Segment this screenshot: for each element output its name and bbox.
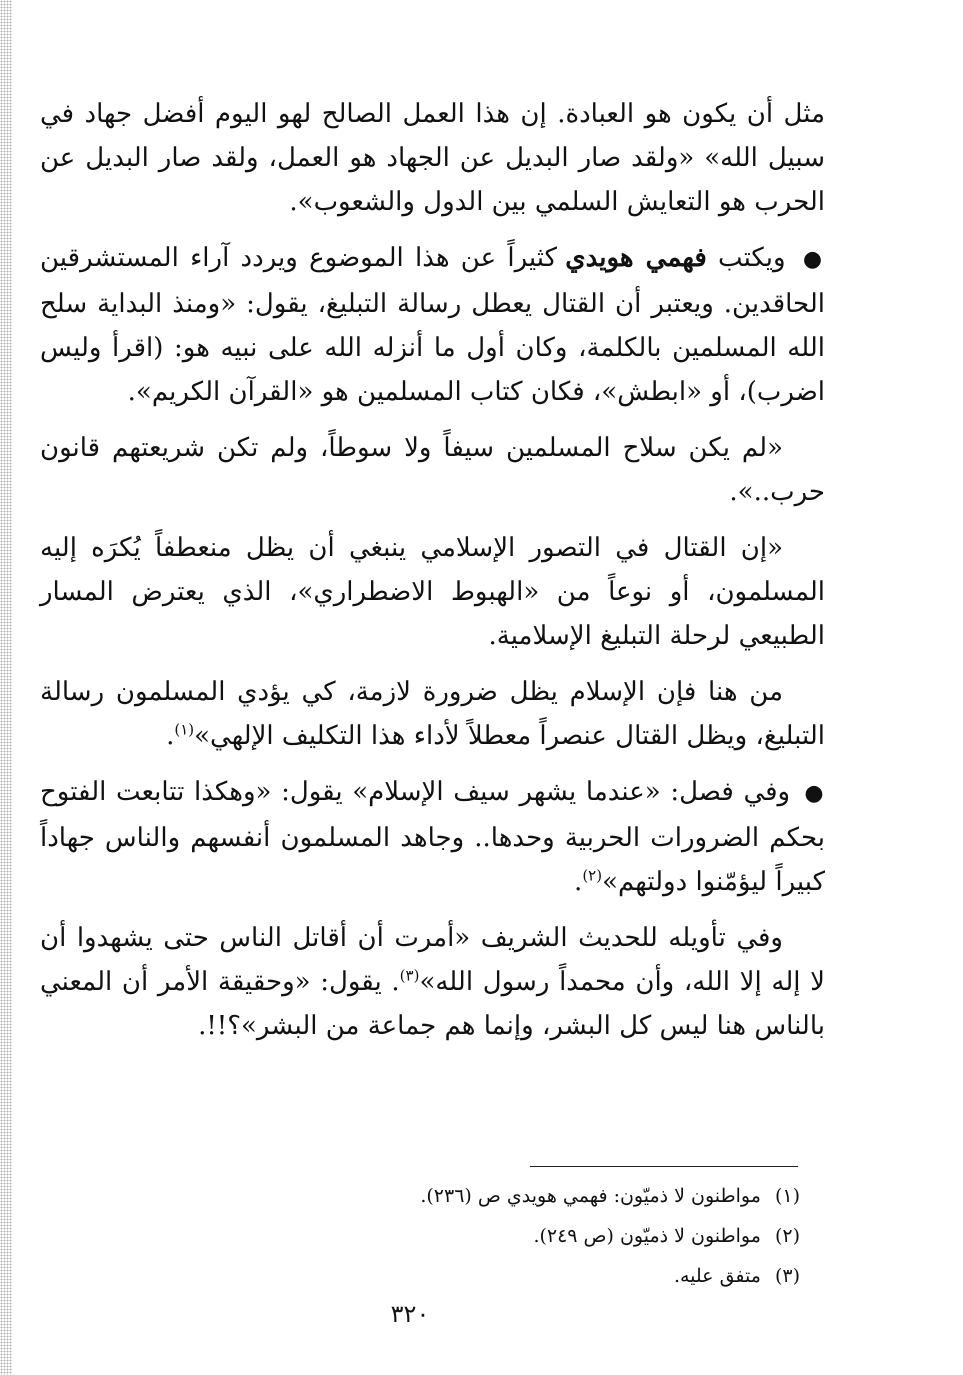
footnote-3	[300, 1256, 800, 1296]
bullet-icon: ●	[804, 781, 825, 806]
paragraph-4-text: «إن القتال في التصور الإسلامي ينبغي أن يظل منعطفاً يُكرَه إليه المسلمون، أو نوعاً من «الهبوط الاضطراري»، الذي يعترض المسار الطبيعي لرحلة التبليغ الإسلامية.	[40, 533, 825, 651]
paragraph-5-end: .	[166, 721, 175, 751]
footnote-ref-2: (٢)	[582, 866, 603, 885]
footnote-2	[300, 1216, 800, 1256]
footnote-ref-1: (١)	[174, 720, 195, 739]
paragraph-2-pre: ويكتب	[706, 243, 797, 273]
footnote-number: (٣)	[774, 1265, 800, 1287]
paragraph-4	[40, 526, 825, 658]
footnote-number: (٢)	[774, 1225, 800, 1247]
author-name: فهمي هويدي	[565, 243, 707, 273]
footnote-1	[300, 1176, 800, 1216]
footnote-text: مواطنون لا ذميّون (ص ٢٤٩).	[533, 1225, 761, 1247]
footnote-number: (١)	[774, 1185, 800, 1207]
footnotes	[300, 1176, 800, 1296]
paragraph-7-end: . يقول: «وحقيقة الأمر أن المعني بالناس هنا ليس كل البشر، وإنما هم جماعة من البشر»؟!!.	[40, 967, 825, 1041]
page-number: ٣٢٠	[390, 1300, 430, 1328]
paragraph-1-text: مثل أن يكون هو العبادة. إن هذا العمل الصالح لهو اليوم أفضل جهاد في سبيل الله» «ولقد صار البديل عن الجهاد هو العمل، ولقد صار البديل عن الحرب هو التعايش السلمي بين الدول والشعوب».	[40, 99, 826, 217]
paragraph-6-text: وفي فصل: «عندما يشهر سيف الإسلام» يقول: «وهكذا تتابعت الفتوح بحكم الضرورات الحربية وحدها.. وجاهد المسلمون أنفسهم والناس جهاداً كبيراً ليؤمّنوا دولتهم»	[40, 777, 825, 897]
footnote-text: مواطنون لا ذميّون: فهمي هويدي ص (٢٣٦).	[420, 1185, 761, 1207]
bullet-icon: ●	[802, 247, 826, 272]
footnote-divider	[530, 1166, 798, 1167]
paragraph-2	[40, 236, 825, 414]
main-text	[40, 92, 825, 1060]
paragraph-1	[40, 92, 825, 224]
paragraph-3-text: «لم يكن سلاح المسلمين سيفاً ولا سوطاً، ولم تكن شريعتهم قانون حرب..».	[40, 433, 825, 507]
paragraph-5	[40, 670, 825, 758]
paragraph-7	[40, 916, 825, 1048]
paragraph-5-text: من هنا فإن الإسلام يظل ضرورة لازمة، كي يؤدي المسلمون رسالة التبليغ، ويظل القتال عنصراً معطلاً لأداء هذا التكليف الإلهي»	[40, 677, 825, 751]
paragraph-2-text: كثيراً عن هذا الموضوع ويردد آراء المستشرقين الحاقدين. ويعتبر أن القتال يعطل رسالة التبليغ، يقول: «ومنذ البداية سلح الله المسلمين بالكلمة، وكان أول ما أنزله الله على نبيه هو: (اقرأ وليس اضرب)، أو «ابطش»، فكان كتاب المسلمين هو «القرآن الكريم».	[40, 243, 825, 407]
paragraph-6	[40, 770, 825, 904]
footnote-text: متفق عليه.	[673, 1265, 761, 1287]
page-edge-texture	[0, 0, 12, 1375]
paragraph-3	[40, 426, 825, 514]
paragraph-6-end: .	[574, 867, 583, 897]
footnote-ref-3: (٣)	[399, 966, 420, 985]
paragraph-7-text: وفي تأويله للحديث الشريف «أمرت أن أقاتل الناس حتى يشهدوا أن لا إله إلا الله، وأن محمداً رسول الله»	[40, 923, 826, 997]
